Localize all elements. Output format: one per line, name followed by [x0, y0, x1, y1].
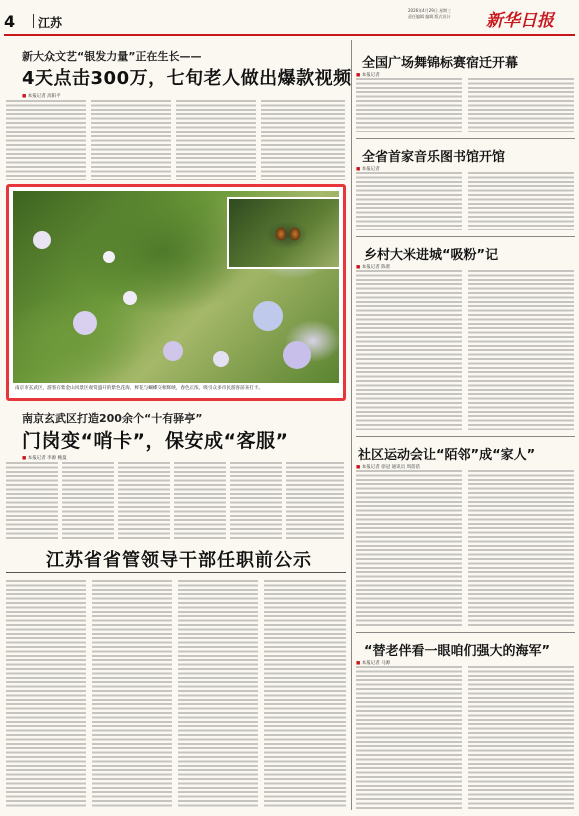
masthead-rule [4, 34, 575, 36]
article-byline: ■ 本报记者 高阳平 [22, 94, 61, 99]
article-kicker: 新大众文艺“银发力量”正在生长—— [22, 50, 202, 63]
announcement-rule [6, 572, 346, 573]
article-divider [356, 436, 575, 437]
article-body-column [6, 462, 58, 540]
article-body-column [356, 172, 462, 230]
column-divider [351, 40, 352, 810]
byline-text: 本报记者 马源 [361, 661, 391, 666]
article-body-column [62, 462, 114, 540]
article-body-column [468, 666, 574, 810]
article-headline: 全省首家音乐图书馆开馆 [362, 150, 506, 165]
announcement-column [6, 580, 86, 808]
photo-caption: 南京市玄武区，游客在紫金山风景区观赏盛开的紫色花海，鲜花与蝴蝶交相辉映，春色正浓，吸引众多市民游客前来打卡。 [15, 386, 264, 391]
article-headline: 社区运动会让“陌邻”成“家人” [358, 448, 536, 463]
announcement-column [264, 580, 346, 808]
byline-text: 本报记者 [361, 167, 380, 172]
official-announcement-box [6, 546, 346, 810]
edition-date: 2026年4月29日 星期三 [408, 8, 452, 13]
article-body-column [286, 462, 344, 540]
flower-field-photo [13, 191, 339, 383]
byline-text: 本报记者 [361, 73, 380, 78]
article-body-column [468, 270, 574, 430]
article-divider [356, 236, 575, 237]
section-name: 江苏 [38, 16, 63, 30]
byline-text: 本报记者 高阳平 [27, 94, 61, 99]
byline-text: 本报记者 陈蕾 [361, 265, 391, 270]
edition-info [408, 8, 451, 20]
divider [33, 14, 34, 28]
newspaper-logo: 新华日报 [486, 11, 554, 31]
edition-editors: 责任编辑 编辑 版式设计 [408, 14, 451, 19]
byline-text: 本报记者 徐冠 通讯员 周蓓蓓 [361, 465, 420, 470]
announcement-column [178, 580, 258, 808]
article-body-column [468, 78, 574, 132]
article-byline: ■ 本报记者 李源 鲍曼 [22, 456, 67, 461]
article-kicker: 南京玄武区打造200余个“十有驿亭” [22, 412, 203, 425]
article-headline: 乡村大米进城“吸粉”记 [364, 248, 499, 263]
article-body-column [356, 666, 462, 810]
article-body-column [356, 470, 462, 626]
article-byline: ■ 本报记者 陈蕾 [356, 265, 391, 270]
article-body-column [261, 100, 345, 180]
announcement-headline: 江苏省省管领导干部任职前公示 [46, 550, 312, 571]
byline-text: 本报记者 李源 鲍曼 [27, 456, 67, 461]
article-headline: 4天点击300万，七旬老人做出爆款视频 [22, 68, 352, 89]
article-headline: 全国广场舞锦标赛宿迁开幕 [362, 56, 519, 71]
article-byline: ■ 本报记者 [356, 167, 380, 172]
masthead [0, 0, 579, 36]
article-body-column [356, 270, 462, 430]
article-body-column [174, 462, 226, 540]
butterfly-inset-photo [227, 197, 339, 269]
article-body-column [230, 462, 282, 540]
page-number: 4 [4, 12, 16, 31]
announcement-column [92, 580, 172, 808]
article-body-column [176, 100, 256, 180]
article-byline: ■ 本报记者 [356, 73, 380, 78]
article-body-column [468, 470, 574, 626]
article-byline: ■ 本报记者 徐冠 通讯员 周蓓蓓 [356, 465, 420, 470]
news-photo-frame [6, 184, 346, 401]
article-byline: ■ 本报记者 马源 [356, 661, 391, 666]
article-body-column [356, 78, 462, 132]
article-body-column [468, 172, 574, 230]
article-body-column [91, 100, 171, 180]
article-headline: 门岗变“哨卡”，保安成“客服” [22, 430, 289, 452]
article-headline: “替老伴看一眼咱们强大的海军” [364, 644, 551, 659]
butterfly-icon [273, 223, 303, 245]
article-divider [356, 138, 575, 139]
article-divider [356, 632, 575, 633]
article-body-column [6, 100, 86, 180]
article-body-column [118, 462, 170, 540]
